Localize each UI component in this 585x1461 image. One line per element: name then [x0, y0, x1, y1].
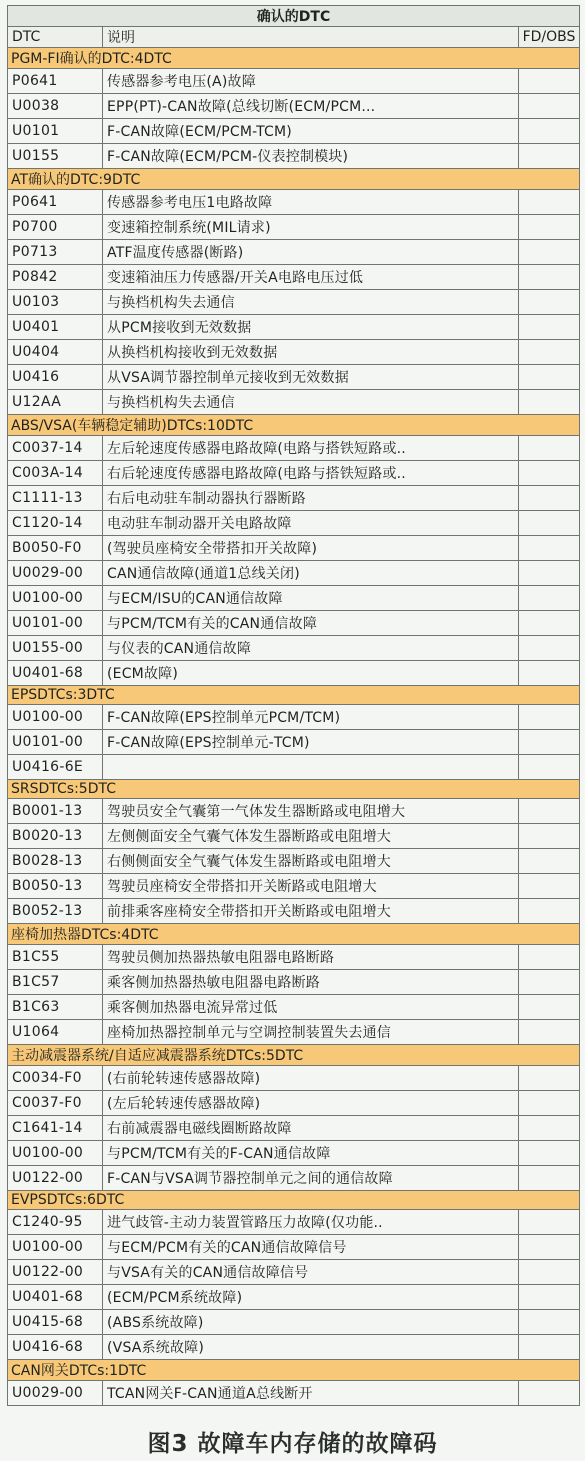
dtc-code-cell: B1C57 — [8, 970, 103, 995]
dtc-code-cell: C003A-14 — [8, 461, 103, 486]
table-row — [8, 1381, 580, 1406]
description-cell: 从VSA调节器控制单元接收到无效数据 — [103, 365, 519, 390]
fd-obs-cell — [519, 215, 580, 240]
fd-obs-cell — [519, 265, 580, 290]
table-row — [8, 240, 580, 265]
table-row — [8, 1310, 580, 1335]
dtc-code-cell: U0122-00 — [8, 1166, 103, 1191]
description-cell: 电动驻车制动器开关电路故障 — [103, 511, 519, 536]
table-row — [8, 730, 580, 755]
dtc-code-cell: B0052-13 — [8, 899, 103, 924]
column-header-row — [8, 27, 580, 48]
table-row — [8, 390, 580, 415]
table-row — [8, 119, 580, 144]
table-row — [8, 755, 580, 780]
table-row — [8, 899, 580, 924]
fd-obs-cell — [519, 899, 580, 924]
section-heading: ABS/VSA(车辆稳定辅助)DTCs:10DTC — [8, 415, 580, 436]
table-row — [8, 995, 580, 1020]
table-row — [8, 215, 580, 240]
description-cell: 与换档机构失去通信 — [103, 390, 519, 415]
table-row — [8, 1116, 580, 1141]
section-header-row — [8, 1360, 580, 1381]
dtc-code-cell: B0001-13 — [8, 799, 103, 824]
table-row — [8, 611, 580, 636]
description-cell: 座椅加热器控制单元与空调控制装置失去通信 — [103, 1020, 519, 1045]
description-cell: (VSA系统故障) — [103, 1335, 519, 1360]
fd-obs-cell — [519, 315, 580, 340]
dtc-code-cell: U0416-68 — [8, 1335, 103, 1360]
table-row — [8, 1235, 580, 1260]
fd-obs-cell — [519, 365, 580, 390]
dtc-code-cell: U0401-68 — [8, 661, 103, 686]
description-cell: 传感器参考电压1电路故障 — [103, 190, 519, 215]
dtc-code-cell: U0401-68 — [8, 1285, 103, 1310]
fd-obs-cell — [519, 290, 580, 315]
section-heading: EPSDTCs:3DTC — [8, 686, 580, 705]
description-cell: 变速箱油压力传感器/开关A电路电压过低 — [103, 265, 519, 290]
dtc-code-cell: U0100-00 — [8, 1235, 103, 1260]
description-cell: 变速箱控制系统(MIL请求) — [103, 215, 519, 240]
description-cell: 与PCM/TCM有关的F-CAN通信故障 — [103, 1141, 519, 1166]
table-row — [8, 849, 580, 874]
section-header-row — [8, 169, 580, 190]
dtc-code-cell: U0155-00 — [8, 636, 103, 661]
table-row — [8, 1166, 580, 1191]
fd-obs-cell — [519, 1116, 580, 1141]
fd-obs-cell — [519, 69, 580, 94]
description-cell: F-CAN故障(EPS控制单元PCM/TCM) — [103, 705, 519, 730]
dtc-code-cell: U0122-00 — [8, 1260, 103, 1285]
section-heading: AT确认的DTC:9DTC — [8, 169, 580, 190]
table-row — [8, 705, 580, 730]
dtc-code-cell: B0050-F0 — [8, 536, 103, 561]
dtc-code-cell: P0641 — [8, 190, 103, 215]
dtc-code-cell: U0100-00 — [8, 586, 103, 611]
dtc-code-cell: P0700 — [8, 215, 103, 240]
description-cell: 与VSA有关的CAN通信故障信号 — [103, 1260, 519, 1285]
description-cell: (驾驶员座椅安全带搭扣开关故障) — [103, 536, 519, 561]
table-row — [8, 1335, 580, 1360]
description-cell: 从换档机构接收到无效数据 — [103, 340, 519, 365]
column-header-dtc: DTC — [8, 27, 103, 48]
section-header-row — [8, 780, 580, 799]
fd-obs-cell — [519, 119, 580, 144]
table-row — [8, 486, 580, 511]
dtc-code-cell: C1120-14 — [8, 511, 103, 536]
description-cell: 右后轮速度传感器电路故障(电路与搭铁短路或.. — [103, 461, 519, 486]
dtc-code-cell: B0028-13 — [8, 849, 103, 874]
fd-obs-cell — [519, 1335, 580, 1360]
dtc-code-cell: U0103 — [8, 290, 103, 315]
fd-obs-cell — [519, 995, 580, 1020]
description-cell: F-CAN故障(ECM/PCM-TCM) — [103, 119, 519, 144]
section-header-row — [8, 686, 580, 705]
table-row — [8, 1066, 580, 1091]
table-row — [8, 190, 580, 215]
description-cell: 与换档机构失去通信 — [103, 290, 519, 315]
fd-obs-cell — [519, 1260, 580, 1285]
table-row — [8, 340, 580, 365]
fd-obs-cell — [519, 240, 580, 265]
section-header-row — [8, 48, 580, 69]
table-row — [8, 69, 580, 94]
description-cell: 乘客侧加热器电流异常过低 — [103, 995, 519, 1020]
fd-obs-cell — [519, 94, 580, 119]
description-cell: 乘客侧加热器热敏电阻器电路断路 — [103, 970, 519, 995]
fd-obs-cell — [519, 1210, 580, 1235]
description-cell: (ECM/PCM系统故障) — [103, 1285, 519, 1310]
table-row — [8, 945, 580, 970]
fd-obs-cell — [519, 1235, 580, 1260]
table-row — [8, 536, 580, 561]
description-cell: 左后轮速度传感器电路故障(电路与搭铁短路或.. — [103, 436, 519, 461]
table-row — [8, 436, 580, 461]
description-cell: TCAN网关F-CAN通道A总线断开 — [103, 1381, 519, 1406]
description-cell: 右侧侧面安全气囊气体发生器断路或电阻增大 — [103, 849, 519, 874]
description-cell: 与PCM/TCM有关的CAN通信故障 — [103, 611, 519, 636]
fd-obs-cell — [519, 586, 580, 611]
dtc-code-cell: U12AA — [8, 390, 103, 415]
section-header-row — [8, 1191, 580, 1210]
dtc-code-cell: U0416 — [8, 365, 103, 390]
dtc-code-cell: U0100-00 — [8, 705, 103, 730]
section-heading: SRSDTCs:5DTC — [8, 780, 580, 799]
description-cell: 右后电动驻车制动器执行器断路 — [103, 486, 519, 511]
section-header-row — [8, 924, 580, 945]
dtc-code-cell: C1641-14 — [8, 1116, 103, 1141]
section-header-row — [8, 415, 580, 436]
dtc-code-cell: P0713 — [8, 240, 103, 265]
dtc-code-cell: U1064 — [8, 1020, 103, 1045]
section-heading: PGM-FI确认的DTC:4DTC — [8, 48, 580, 69]
figure-caption: 图3 故障车内存储的故障码 — [147, 1431, 438, 1457]
description-cell — [103, 755, 519, 780]
dtc-table-container — [7, 5, 579, 1406]
table-row — [8, 824, 580, 849]
fd-obs-cell — [519, 874, 580, 899]
fd-obs-cell — [519, 755, 580, 780]
description-cell: 传感器参考电压(A)故障 — [103, 69, 519, 94]
description-cell: 与仪表的CAN通信故障 — [103, 636, 519, 661]
table-row — [8, 290, 580, 315]
fd-obs-cell — [519, 799, 580, 824]
fd-obs-cell — [519, 144, 580, 169]
fd-obs-cell — [519, 1310, 580, 1335]
description-cell: CAN通信故障(通道1总线关闭) — [103, 561, 519, 586]
dtc-code-cell: U0416-6E — [8, 755, 103, 780]
dtc-code-cell: U0101-00 — [8, 730, 103, 755]
dtc-table — [7, 5, 580, 1406]
dtc-code-cell: B0020-13 — [8, 824, 103, 849]
fd-obs-cell — [519, 661, 580, 686]
table-row — [8, 365, 580, 390]
fd-obs-cell — [519, 945, 580, 970]
fd-obs-cell — [519, 461, 580, 486]
dtc-code-cell: B0050-13 — [8, 874, 103, 899]
fd-obs-cell — [519, 849, 580, 874]
description-cell: (ABS系统故障) — [103, 1310, 519, 1335]
fd-obs-cell — [519, 1285, 580, 1310]
fd-obs-cell — [519, 486, 580, 511]
dtc-code-cell: C0034-F0 — [8, 1066, 103, 1091]
fd-obs-cell — [519, 824, 580, 849]
dtc-code-cell: U0401 — [8, 315, 103, 340]
fd-obs-cell — [519, 1381, 580, 1406]
description-cell: 左侧侧面安全气囊气体发生器断路或电阻增大 — [103, 824, 519, 849]
description-cell: EPP(PT)-CAN故障(总线切断(ECM/PCM... — [103, 94, 519, 119]
table-row — [8, 1141, 580, 1166]
fd-obs-cell — [519, 970, 580, 995]
table-row — [8, 661, 580, 686]
dtc-code-cell: U0100-00 — [8, 1141, 103, 1166]
fd-obs-cell — [519, 730, 580, 755]
fd-obs-cell — [519, 561, 580, 586]
column-header-description: 说明 — [103, 27, 519, 48]
fd-obs-cell — [519, 611, 580, 636]
dtc-code-cell: P0842 — [8, 265, 103, 290]
fd-obs-cell — [519, 1066, 580, 1091]
table-row — [8, 636, 580, 661]
description-cell: 右前减震器电磁线圈断路故障 — [103, 1116, 519, 1141]
section-heading: 主动减震器系统/自适应减震器系统DTCs:5DTC — [8, 1045, 580, 1066]
fd-obs-cell — [519, 1166, 580, 1191]
description-cell: F-CAN与VSA调节器控制单元之间的通信故障 — [103, 1166, 519, 1191]
dtc-code-cell: U0029-00 — [8, 561, 103, 586]
table-row — [8, 1091, 580, 1116]
table-row — [8, 1020, 580, 1045]
dtc-code-cell: U0101 — [8, 119, 103, 144]
dtc-code-cell: P0641 — [8, 69, 103, 94]
description-cell: (左后轮转速传感器故障) — [103, 1091, 519, 1116]
table-row — [8, 586, 580, 611]
table-row — [8, 265, 580, 290]
section-header-row — [8, 1045, 580, 1066]
table-row — [8, 874, 580, 899]
dtc-code-cell: U0038 — [8, 94, 103, 119]
description-cell: F-CAN故障(EPS控制单元-TCM) — [103, 730, 519, 755]
table-row — [8, 94, 580, 119]
section-heading: 座椅加热器DTCs:4DTC — [8, 924, 580, 945]
table-title-row — [8, 6, 580, 27]
description-cell: 从PCM接收到无效数据 — [103, 315, 519, 340]
dtc-code-cell: U0404 — [8, 340, 103, 365]
table-row — [8, 561, 580, 586]
table-row — [8, 511, 580, 536]
table-row — [8, 144, 580, 169]
dtc-code-cell: U0029-00 — [8, 1381, 103, 1406]
description-cell: 进气歧管-主动力装置管路压力故障(仅功能.. — [103, 1210, 519, 1235]
table-row — [8, 1260, 580, 1285]
table-row — [8, 970, 580, 995]
fd-obs-cell — [519, 390, 580, 415]
fd-obs-cell — [519, 511, 580, 536]
description-cell: F-CAN故障(ECM/PCM-仪表控制模块) — [103, 144, 519, 169]
dtc-code-cell: U0155 — [8, 144, 103, 169]
section-heading: EVPSDTCs:6DTC — [8, 1191, 580, 1210]
table-row — [8, 315, 580, 340]
column-header-fd-obs: FD/OBS — [519, 27, 580, 48]
fd-obs-cell — [519, 536, 580, 561]
description-cell: ATF温度传感器(断路) — [103, 240, 519, 265]
description-cell: 驾驶员安全气囊第一气体发生器断路或电阻增大 — [103, 799, 519, 824]
description-cell: 驾驶员座椅安全带搭扣开关断路或电阻增大 — [103, 874, 519, 899]
dtc-code-cell: C1240-95 — [8, 1210, 103, 1235]
fd-obs-cell — [519, 636, 580, 661]
description-cell: 前排乘客座椅安全带搭扣开关断路或电阻增大 — [103, 899, 519, 924]
dtc-code-cell: C0037-F0 — [8, 1091, 103, 1116]
description-cell: (ECM故障) — [103, 661, 519, 686]
dtc-code-cell: C0037-14 — [8, 436, 103, 461]
fd-obs-cell — [519, 436, 580, 461]
description-cell: (右前轮转速传感器故障) — [103, 1066, 519, 1091]
description-cell: 与ECM/PCM有关的CAN通信故障信号 — [103, 1235, 519, 1260]
section-heading: CAN网关DTCs:1DTC — [8, 1360, 580, 1381]
fd-obs-cell — [519, 190, 580, 215]
table-title: 确认的DTC — [8, 6, 580, 27]
fd-obs-cell — [519, 1020, 580, 1045]
table-row — [8, 461, 580, 486]
fd-obs-cell — [519, 705, 580, 730]
dtc-code-cell: U0101-00 — [8, 611, 103, 636]
table-row — [8, 1210, 580, 1235]
dtc-code-cell: C1111-13 — [8, 486, 103, 511]
fd-obs-cell — [519, 1141, 580, 1166]
description-cell: 与ECM/ISU的CAN通信故障 — [103, 586, 519, 611]
fd-obs-cell — [519, 1091, 580, 1116]
fd-obs-cell — [519, 340, 580, 365]
dtc-code-cell: B1C63 — [8, 995, 103, 1020]
dtc-code-cell: U0415-68 — [8, 1310, 103, 1335]
table-row — [8, 799, 580, 824]
description-cell: 驾驶员侧加热器热敏电阻器电路断路 — [103, 945, 519, 970]
table-row — [8, 1285, 580, 1310]
dtc-code-cell: B1C55 — [8, 945, 103, 970]
